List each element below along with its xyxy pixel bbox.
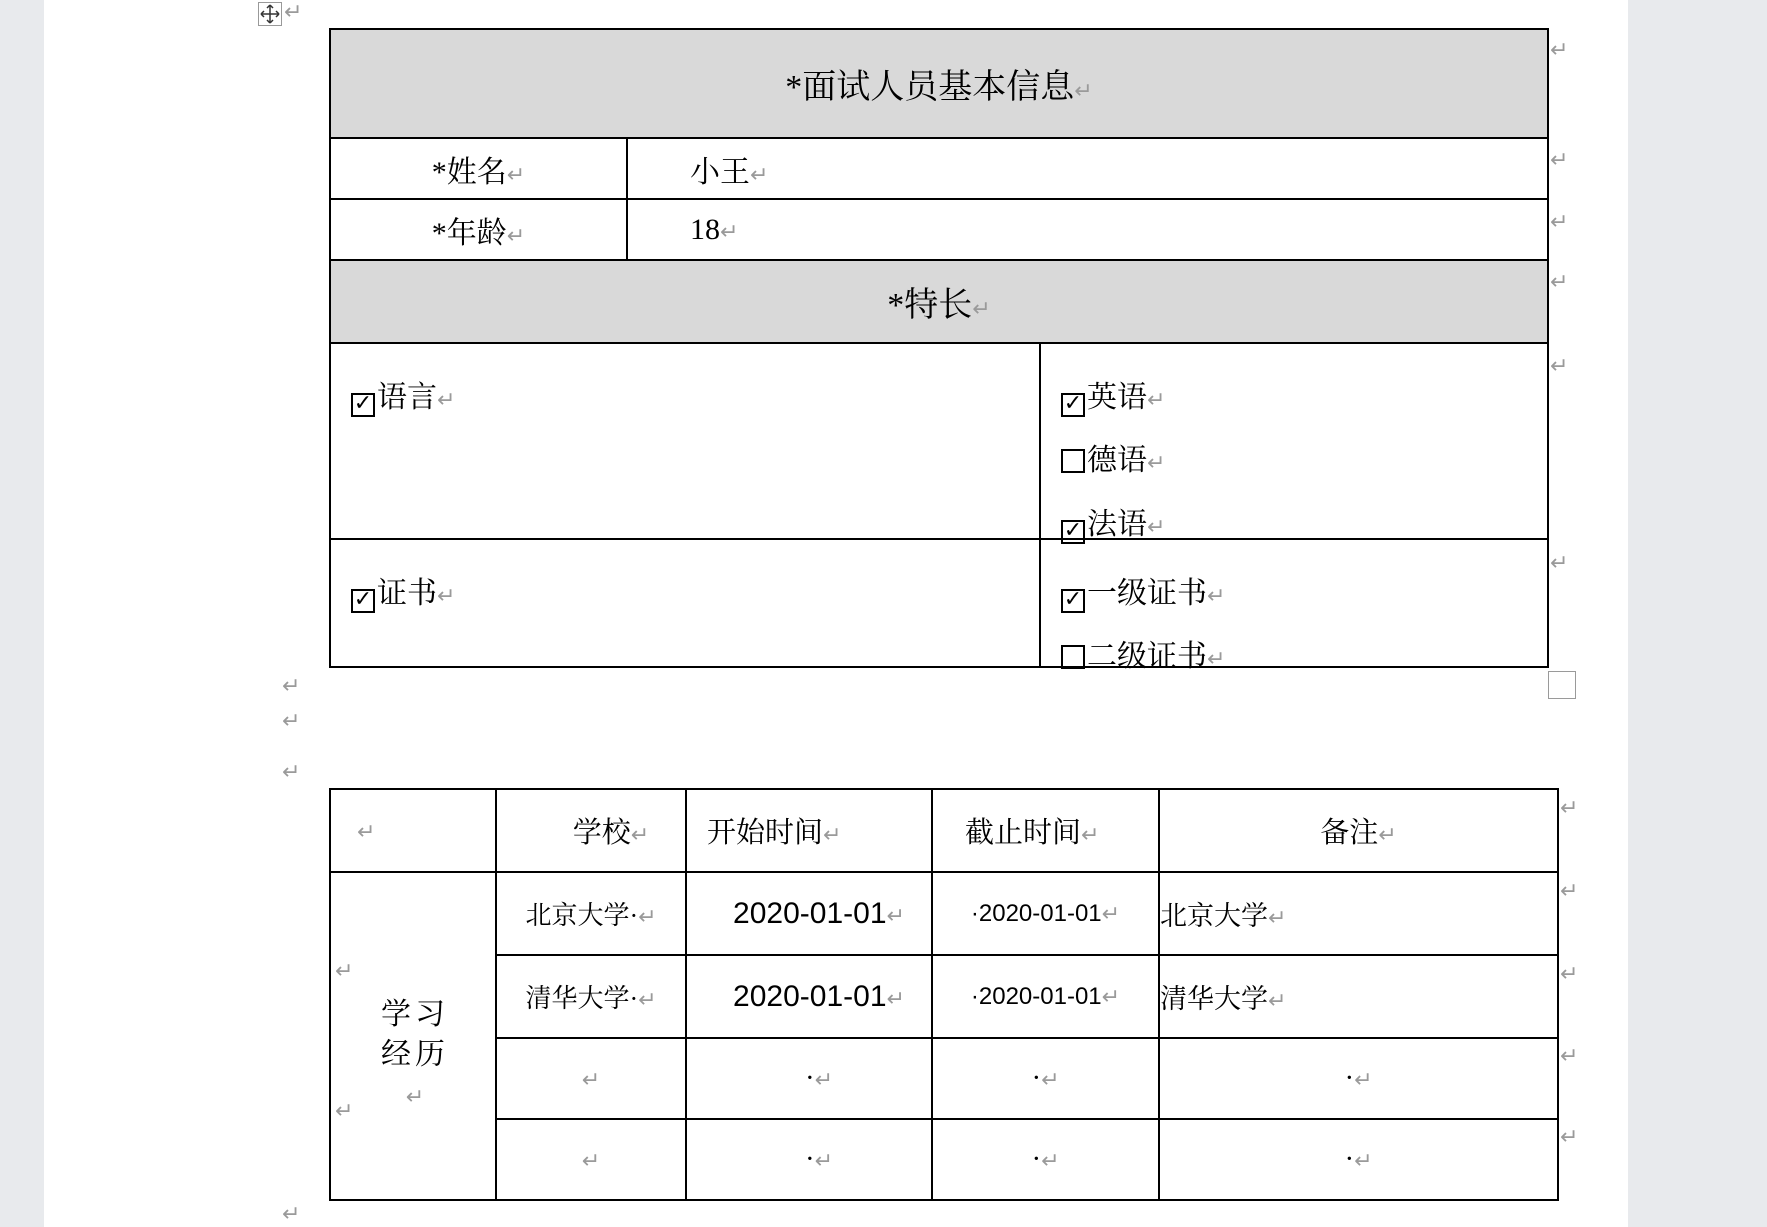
- option-english[interactable]: ✓ 英语↵: [1061, 372, 1165, 417]
- header-start-time: 开始时间↵: [686, 789, 932, 872]
- paragraph-mark: ↵: [282, 760, 301, 785]
- header-note: 备注↵: [1159, 789, 1558, 872]
- end-date-cell[interactable]: ·↵: [932, 1038, 1159, 1119]
- row-end-mark: ↵: [1560, 1125, 1579, 1150]
- language-checkbox-item[interactable]: ✓ 语言↵: [351, 372, 455, 417]
- end-date-cell[interactable]: ·2020-01-01↵: [932, 955, 1159, 1038]
- paragraph-mark: ↵: [284, 0, 303, 25]
- checkbox-checked-icon[interactable]: ✓: [351, 589, 375, 613]
- name-label: *姓名: [431, 155, 507, 189]
- note-cell[interactable]: ·↵: [1159, 1119, 1558, 1200]
- note-cell[interactable]: ·↵: [1159, 1038, 1558, 1119]
- school-cell[interactable]: 清华大学·↵: [496, 955, 686, 1038]
- row-end-mark: ↵: [1560, 1044, 1579, 1069]
- row-end-mark: ↵: [1550, 210, 1569, 235]
- age-label: *年龄: [431, 216, 507, 250]
- move-handle-icon[interactable]: [258, 2, 282, 26]
- row-end-mark: ↵: [1560, 962, 1579, 987]
- paragraph-mark: ↵: [282, 709, 301, 734]
- row-end-mark: ↵: [1550, 551, 1569, 576]
- checkbox-checked-icon[interactable]: ✓: [1061, 393, 1085, 417]
- certificate-label: 证书: [377, 577, 437, 610]
- certificate-cell: [330, 539, 1040, 667]
- language-cell: [330, 343, 1040, 539]
- option-french[interactable]: ✓ 法语↵: [1061, 499, 1165, 544]
- education-label-cell: ↵ 学习经历↵ ↵: [330, 872, 496, 1200]
- specialty-title: *特长: [887, 287, 973, 324]
- table-resize-handle[interactable]: [1548, 671, 1576, 699]
- name-label-cell: *姓名↵: [330, 138, 627, 199]
- four-arrow-icon: [259, 3, 281, 25]
- note-cell[interactable]: 清华大学↵: [1159, 955, 1558, 1038]
- name-value: 小王: [690, 155, 750, 189]
- row-end-mark: ↵: [1550, 354, 1569, 379]
- option-german[interactable]: 德语↵: [1061, 435, 1165, 479]
- info-title-cell: *面试人员基本信息↵: [330, 29, 1548, 138]
- row-end-mark: ↵: [1560, 796, 1579, 821]
- option-level1-certificate[interactable]: ✓ 一级证书↵: [1061, 568, 1225, 613]
- checkbox-checked-icon[interactable]: ✓: [1061, 589, 1085, 613]
- row-end-mark: ↵: [1550, 38, 1569, 63]
- start-date-cell[interactable]: 2020-01-01↵: [686, 955, 932, 1038]
- checkbox-checked-icon[interactable]: ✓: [1061, 520, 1085, 544]
- note-cell[interactable]: 北京大学↵: [1159, 872, 1558, 955]
- start-date-cell[interactable]: 2020-01-01↵: [686, 872, 932, 955]
- paragraph-mark: ↵: [282, 674, 301, 699]
- end-date-cell[interactable]: ·↵: [932, 1119, 1159, 1200]
- certificate-options-cell: [1040, 539, 1548, 673]
- school-cell[interactable]: ↵: [496, 1119, 686, 1200]
- end-date-cell[interactable]: ·2020-01-01↵: [932, 872, 1159, 955]
- specialty-title-cell: *特长↵: [330, 260, 1548, 343]
- age-label-cell: *年龄↵: [330, 199, 627, 260]
- info-title: *面试人员基本信息: [785, 69, 1075, 106]
- row-end-mark: ↵: [1550, 270, 1569, 295]
- row-end-mark: ↵: [1550, 148, 1569, 173]
- paragraph-mark: ↵: [282, 1202, 301, 1227]
- document-page: [44, 0, 1628, 1227]
- checkbox-unchecked-icon[interactable]: [1061, 449, 1085, 473]
- header-empty-cell: ↵: [330, 789, 496, 872]
- language-label: 语言: [377, 381, 437, 414]
- school-cell[interactable]: ↵: [496, 1038, 686, 1119]
- language-options-cell: [1040, 343, 1548, 543]
- checkbox-checked-icon[interactable]: ✓: [351, 393, 375, 417]
- option-level2-certificate[interactable]: 二级证书↵: [1061, 631, 1225, 675]
- header-school: 学校↵: [496, 789, 686, 872]
- row-end-mark: ↵: [1560, 879, 1579, 904]
- start-date-cell[interactable]: ·↵: [686, 1038, 932, 1119]
- age-value: 18: [690, 212, 720, 246]
- school-cell[interactable]: 北京大学·↵: [496, 872, 686, 955]
- certificate-checkbox-item[interactable]: ✓ 证书↵: [351, 568, 455, 613]
- age-value-cell[interactable]: 18↵: [627, 199, 1548, 260]
- education-table: [329, 788, 1559, 1201]
- education-label: 学习经历: [381, 998, 449, 1071]
- interviewee-info-table: [329, 28, 1549, 673]
- start-date-cell[interactable]: ·↵: [686, 1119, 932, 1200]
- name-value-cell[interactable]: 小王↵: [627, 138, 1548, 199]
- header-end-time: 截止时间↵: [932, 789, 1159, 872]
- checkbox-unchecked-icon[interactable]: [1061, 645, 1085, 669]
